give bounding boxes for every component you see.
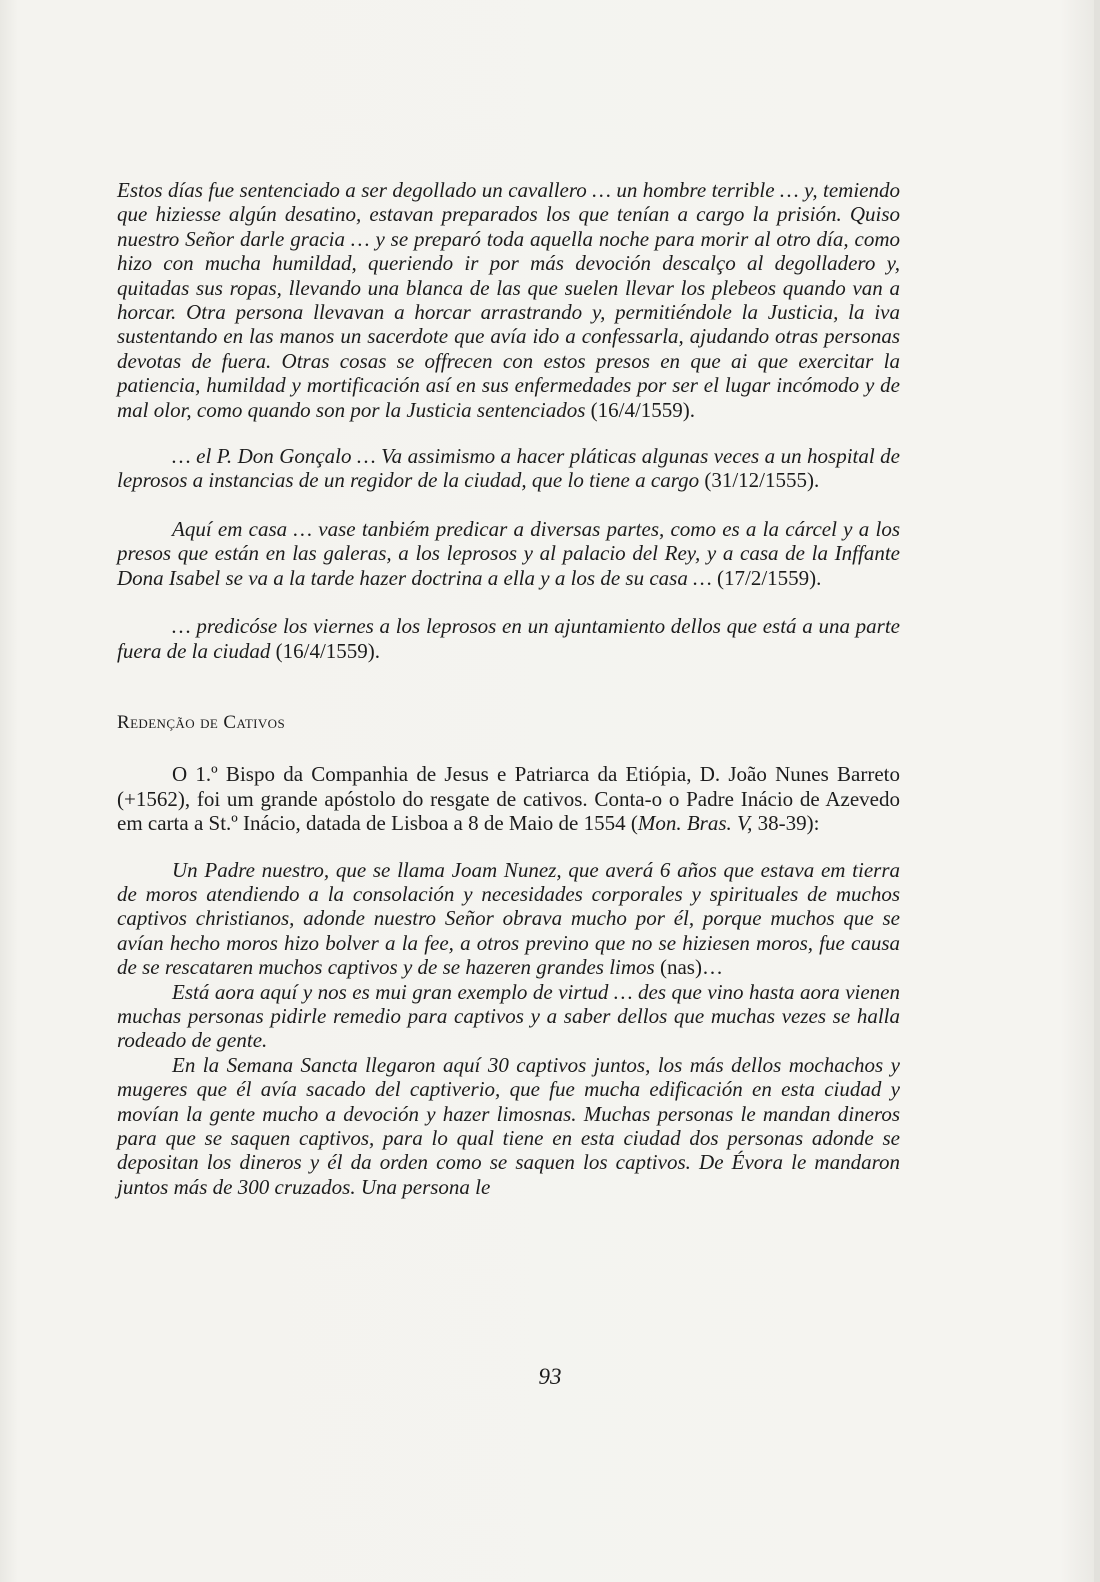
paragraph-quote-2 bbox=[117, 444, 900, 493]
quote-text: Estos días fue sentenciado a ser degollado un cavallero … un hombre terrible … y, temiendo que hiziesse algún desatino, estavan preparados los que tenían a cargo la prisión. Quiso nuestro Señor darle gracia … y se preparó toda aquella noche para morir al otro día, como hizo con mucha humildad, queriendo ir por más devoción descalço al degolladero y, quitadas sus ropas, llevando una blanca de las que suelen llevar los plebeos quando van a horcar. Otra persona llevavan a horcar arrastrando y, permitiéndole la Justicia, la iva sustentando en las manos un sacerdote que avía ido a confessarla, ajudando otras personas devotas de fuera. Otras cosas se offrecen con estos presos en que ai que exercitar la patiencia, humildad y mortificación así en sus enfermedades por ser el lugar incómodo y de mal olor, como quando son por la Justicia sentenciados bbox=[117, 178, 900, 422]
citation-date: (16/4/1559). bbox=[585, 397, 696, 422]
quote-text: Aquí em casa … vase tanbiém predicar a diversas partes, como es a la cárcel y a los presos que están en las galeras, a los leprosos y al palacio del Rey, y a casa de la Inffante Dona Isabel se va a la tarde hazer doctrina a ella y a los de su casa … bbox=[117, 516, 900, 590]
body-text: O 1.º Bispo da Companhia de Jesus e Patriarca da Etiópia, D. João Nunes Barreto (+1562), foi um grande apóstolo do resgate de cativos. Conta-o o Padre Inácio de Azevedo em carta a St.º Inácio, datada de Lisboa a 8 de Maio de 1554 ( bbox=[117, 762, 900, 836]
paragraph-body bbox=[117, 762, 900, 835]
text-column bbox=[117, 178, 900, 1199]
paragraph-quote-1 bbox=[117, 178, 900, 422]
source-pages: 38-39): bbox=[752, 811, 820, 836]
page-number: 93 bbox=[538, 1364, 562, 1389]
quote-text-tail: (nas)… bbox=[654, 955, 723, 980]
quote-text: … predicóse los viernes a los leprosos en un ajuntamiento dellos que está a una parte fuera de la ciudad bbox=[117, 614, 900, 663]
source-reference: Mon. Bras. V, bbox=[637, 811, 753, 836]
quote-text: … el P. Don Gonçalo … Va assimismo a hacer pláticas algunas veces a un hospital de leprosos a instancias de un regidor de la ciudad, que lo tiene a cargo bbox=[117, 444, 900, 493]
paragraph-quote-6: Está aora aquí y nos es mui gran exemplo de virtud … des que vino hasta aora vienen muchas personas pidirle remedio para captivos y a saber dellos que muchas vezes se halla rodeado de gente. bbox=[117, 979, 900, 1053]
paragraph-quote-5 bbox=[117, 858, 900, 980]
page-edge bbox=[1094, 0, 1100, 1582]
section-heading: Redenção de Cativos bbox=[117, 711, 286, 733]
citation-date: (31/12/1555). bbox=[699, 468, 820, 493]
paragraph-quote-7: En la Semana Sancta llegaron aquí 30 captivos juntos, los más dellos mochachos y mugeres que él avía sacado del captiverio, que fue mucha edificación en esta ciudad y movían la gente mucho a devoción y hazer limosnas. Muchas personas le mandan dineros para que se saquen captivos, para lo qual tiene en esta ciudad dos personas adonde se depositan los dineros y él da orden como se saquen los captivos. De Évora le mandaron juntos más de 300 cruzados. Una persona le bbox=[117, 1052, 900, 1199]
quote-text: Un Padre nuestro, que se llama Joam Nunez, que averá 6 años que estava em tierra de moros atendiendo a la consolación y necesidades corporales y spirituales de muchos captivos christianos, adonde nuestro Señor obrava mucho por él, porque muchos que se avían hecho moros hizo bolver a la fee, a otros previno que no se hiziesen moros, fue causa de se rescataren muchos captivos y de se hazeren grandes limos bbox=[117, 857, 900, 980]
paragraph-quote-4 bbox=[117, 614, 900, 663]
citation-date: (17/2/1559). bbox=[711, 565, 822, 590]
paragraph-quote-3 bbox=[117, 517, 900, 590]
citation-date: (16/4/1559). bbox=[270, 638, 381, 663]
